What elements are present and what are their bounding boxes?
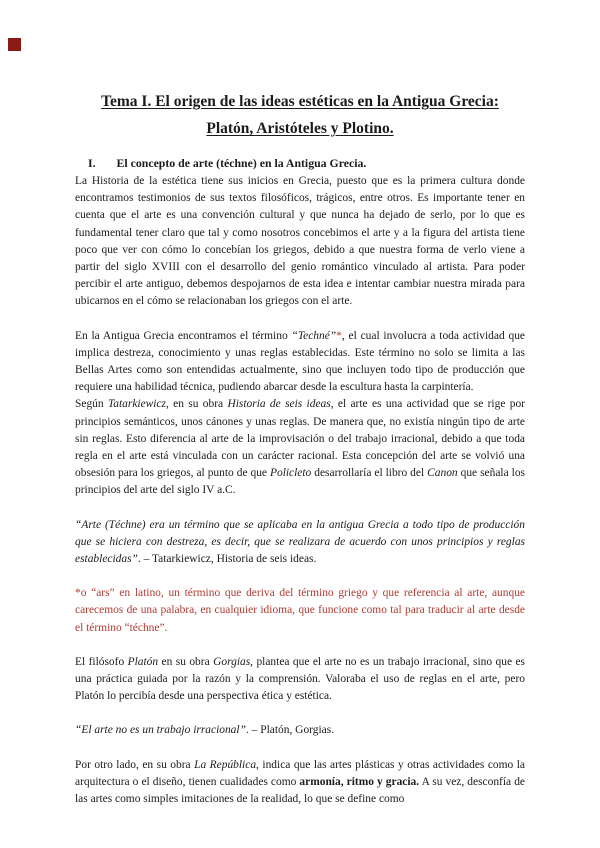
text-segment: en su obra — [158, 655, 214, 668]
text-segment: , el cual involucra a toda actividad que implica destreza, conocimiento y unas reglas establecidas. Este término no solo se limita a las Bellas Artes como son entendidas actualmente, sino que incluyen todo tipo de producción que requiere una habilidad técnica, pudiendo abarcar desde la escultura hasta la carpintería. — [75, 329, 525, 394]
section-heading — [75, 155, 525, 172]
text-segment: . – Platón, Gorgias. — [245, 724, 335, 737]
text-segment: El filósofo — [75, 655, 128, 668]
text-segment: que señala los principios del arte del siglo IV a.C. — [75, 467, 525, 497]
section-number: I. — [88, 156, 96, 170]
text-segment: , en su obra — [165, 398, 228, 411]
paragraph-platon-gorgias — [75, 654, 525, 706]
text-segment: , indica que las artes plásticas y otras actividades como la arquitectura o el diseño, tienen cualidades como — [75, 758, 526, 788]
page-marker — [8, 38, 21, 51]
text-segment: En la Antigua Grecia encontramos el término — [75, 329, 292, 342]
document-body — [75, 173, 525, 808]
text-segment: Policleto — [269, 467, 312, 480]
text-segment: A su vez, desconfía de las artes como simples imitaciones de la realidad, lo que se define como — [75, 775, 525, 806]
text-segment: * — [336, 329, 342, 342]
paragraph-intro — [75, 173, 525, 311]
paragraph-footnote-ars — [75, 585, 525, 637]
text-segment: “El arte no es un trabajo irracional” — [75, 724, 246, 737]
paragraph-quote-platon — [75, 722, 525, 739]
text-segment: Por otro lado, en su obra — [75, 758, 195, 771]
text-segment: Tatarkiewicz — [107, 398, 166, 411]
text-segment: , plantea que el arte no es un trabajo irracional, sino que es una práctica guiada por la razón y la comprensión. Valoraba el uso de reglas en el arte, pero Platón lo percibía desde una perspectiva ética y estética. — [75, 655, 525, 703]
text-segment: Historia de seis ideas — [227, 398, 331, 411]
paragraph-tatarkiewicz — [75, 396, 525, 499]
paragraph-republica — [75, 757, 525, 809]
text-segment: La Historia de la estética tiene sus inicios en Grecia, puesto que es la primera cultura donde encontramos testimonios de sus textos filosóficos, trágicos, entre otros. Es importante tener en cuenta que el arte es una convención cultural y que nunca ha dejado de serlo, por lo que es fundamental tener claro que tal y como nosotros concebimos el arte y a la figura del artista tiene poco que ver con cómo lo concebían los griegos, debido a que nuestra forma de verlo viene a partir del siglo XVIII con el desarrollo del genio romántico vinculado al artista. Para poder percibir el arte antiguo, debemos despojarnos de esta idea e intentar cambiar nuestra mirada para ubicarnos en el cómo se relacionaban los griegos con el arte. — [75, 175, 525, 308]
text-segment: “Techné” — [291, 329, 337, 342]
text-segment: *o “ars” en latino, un término que deriva del término griego y que referencia al arte, aunque carecemos de una palabra, en cualquier idioma, que funcione como tal para traducir al arte desde el término “téchne”. — [75, 587, 525, 634]
text-segment: Gorgias — [213, 655, 251, 668]
text-segment: La República — [194, 758, 257, 771]
text-segment: Según — [75, 398, 108, 411]
paragraph-techne — [75, 328, 525, 397]
text-segment: armonía, ritmo y gracia. — [299, 775, 420, 788]
text-segment: , el arte es una actividad que se rige por principios semánticos, unos cánones y unas reglas. De manera que, no existía ningún tipo de arte sin reglas. Esto diferencia al arte de la improvisación o del trabajo irracional, debido a que toda regla en el arte está vinculada con un carácter racional. Esta concepción del arte se volvió una obsesión para los griegos, al punto de que — [75, 398, 525, 480]
document-title — [75, 88, 525, 142]
title-line-1: Tema I. El origen de las ideas estéticas en la Antigua Grecia: — [101, 93, 499, 110]
paragraph-quote-tatarkiewicz — [75, 517, 525, 569]
text-segment: desarrollaría el libro del — [311, 467, 428, 480]
text-segment: Platón — [127, 655, 159, 668]
title-line-2: Platón, Aristóteles y Plotino. — [206, 120, 394, 137]
section-title: El concepto de arte (téchne) en la Antigua Grecia. — [116, 156, 367, 170]
text-segment: . – Tatarkiewicz, Historia de seis ideas. — [137, 553, 317, 566]
text-segment: Canon — [427, 467, 458, 480]
text-segment: “Arte (Téchne) era un término que se aplicaba en la antigua Grecia a todo tipo de producción que se hiciera con destreza, es decir, que se realizara de acuerdo con unos principios y reglas establecidas” — [75, 518, 525, 566]
